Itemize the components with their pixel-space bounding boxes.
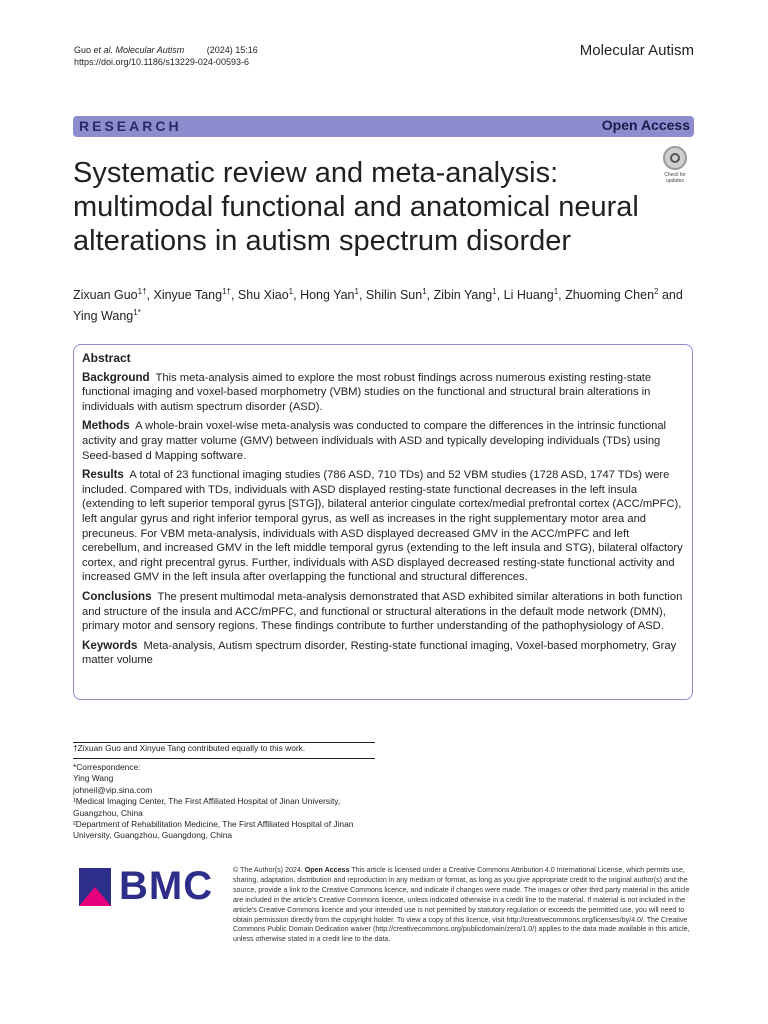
journal-name: Molecular Autism (579, 42, 694, 59)
citation-authors: Guo (74, 45, 92, 55)
article-title: Systematic review and meta-analysis: multimodal functional and anatomical neural alterations in autism spectrum disorder (73, 157, 639, 257)
author-affiliation-mark: 1 (354, 287, 359, 296)
equal-contribution-note: †Zixuan Guo and Xinyue Tang contributed equally to this work. (73, 743, 306, 753)
abstract-section-background (82, 371, 683, 415)
author-name: Zixuan Guo (73, 288, 138, 303)
abstract-section-results (82, 468, 683, 585)
open-access-label: Open Access (601, 117, 690, 133)
citation-journal: et al. Molecular Autism (93, 45, 185, 55)
article-type-bar (73, 116, 694, 137)
author-name: Zibin Yang (433, 288, 493, 303)
author-affiliation-mark: 1 (422, 287, 427, 296)
abstract-section-text: Meta-analysis, Autism spectrum disorder, Resting-state functional imaging, Voxel-based morphometry, Gray matter volume (82, 639, 677, 667)
affiliation-1: ¹Medical Imaging Center, The First Affiliated Hospital of Jinan University, Guangzhou, China (73, 796, 341, 818)
footnote-divider (73, 758, 375, 759)
abstract-section-keywords (82, 639, 683, 668)
citation-line (74, 44, 258, 56)
license-body: This article is licensed under a Creative Commons Attribution 4.0 International License, which permits use, sharing, adaptation, distribution and reproduction in any medium or format, as long as you give appropriate credit to the original author(s) and the source, provide a link to the Creative Commons licence, and indicate if changes were made. The images or other third party material in this article are included in the article's Creative Commons licence, unless indicated otherwise in a credit line to the material. If material is not included in the article's Creative Commons licence and your intended use is not permitted by statutory regulation or exceeds the permitted use, you will need to obtain permission directly from the copyright holder. To view a copy of this licence, visit http://creativecommons.org/licenses/by/4.0/. The Creative Commons Public Domain Dedication waiver (http://creativecommons.org/publicdomain/zero/1.0/) applies to the data made available in this article, unless otherwise stated in a credit line to the data. (233, 866, 690, 944)
author-affiliation-mark: 1† (222, 287, 231, 296)
author-joiner: and (661, 288, 683, 303)
author-affiliation-mark: 1 (492, 287, 497, 296)
affiliation-2: ²Department of Rehabilitation Medicine, The First Affiliated Hospital of Jinan University, Guangzhou, Guangdong, China (73, 819, 354, 841)
abstract-section-label: Background (82, 370, 150, 384)
author-affiliation-mark: 1 (288, 287, 294, 296)
crossmark-icon (663, 146, 687, 170)
author-name: Xinyue Tang (153, 288, 223, 303)
bmc-logo (73, 866, 217, 910)
abstract-section-text: A total of 23 functional imaging studies (786 ASD, 710 TDs) and 52 VBM studies (1728 ASD, 1747 TDs) were included. Compared with TDs, individuals with ASD displayed resting-state functional decreases in the left insula (extending to left superior temporal gyrus [STG]), bilateral anterior cingulate cortex/medial prefrontal cortex (ACC/mPFC), left angular gyrus and right inferior temporal gyrus, as well as increases in the right supplementary motor area and precuneus. For VBM meta-analysis, individuals with ASD displayed decreased GMV in the ACC/mPFC and left cerebellum, and increased GMV in the left middle temporal gyrus (extending to the left insula and STG), bilateral olfactory cortex, and right precentral gyrus. Further, individuals with ASD displayed decreased resting-state functional activity and increased GMV in the left insula after overlapping the functional and structural differences. (82, 469, 683, 584)
abstract-sections (82, 371, 683, 668)
author-affiliation-mark: 1 (553, 287, 559, 296)
abstract-section-label: Results (82, 468, 124, 482)
abstract-section-conclusions (82, 590, 683, 634)
correspondence-block (73, 762, 363, 842)
check-for-updates-badge[interactable] (656, 146, 694, 186)
author-name: Zhuoming Chen (565, 288, 655, 303)
abstract-section-label: Keywords (82, 638, 138, 652)
author-affiliation-mark: 1† (137, 287, 147, 296)
abstract-section-text: A whole-brain voxel-wise meta-analysis was conducted to compare the differences in the intrinsic functional activity and gray matter volume (GMV) between individuals with ASD and typically developing individuals (TDs) using Seed-based d Mapping software. (82, 420, 667, 462)
correspondence-label: *Correspondence: (73, 762, 141, 772)
author-name: Ying Wang (73, 309, 134, 324)
author-name: Hong Yan (300, 288, 355, 303)
correspondence-name: Ying Wang (73, 773, 114, 784)
abstract-section-text: The present multimodal meta-analysis demonstrated that ASD exhibited similar alterations in both function and structure of the insula and ACC/mPFC, and functional or structural alterations in the default mode network (DMN), primary motor and sensory regions. These findings contribute to further understanding of the pathophysiology of ASD. (82, 590, 683, 633)
author-name: Shilin Sun (365, 288, 423, 303)
badge-line2: updates (666, 178, 684, 184)
bmc-logo-text: BMC (119, 864, 214, 908)
abstract-section-methods (82, 419, 683, 463)
author-list: Zixuan Guo$^{1\dagger}$, Xinyue Tang$^{1\dagger}$, Shu Xiao$^1$, Hong Yan$^1$, Shilin Sun$^1$, Zibin Yang$^1$, Li Huang$^1$, Zhuoming Chen$^2$ and Ying Wang$^{1*}$ (73, 287, 683, 324)
running-header (74, 44, 258, 68)
citation-year: (2024) 15:16 (206, 45, 258, 55)
abstract-box (73, 344, 693, 700)
license-lead: © The Author(s) 2024. (233, 866, 303, 874)
author-affiliation-mark: 1* (133, 308, 141, 318)
abstract-section-label: Methods (82, 419, 130, 433)
license-open-access: Open Access (304, 866, 350, 874)
article-type-label: RESEARCH (79, 118, 182, 134)
abstract-section-label: Conclusions (82, 589, 152, 603)
doi-link[interactable]: https://doi.org/10.1186/s13229-024-00593-6 (74, 57, 249, 67)
author-name: Li Huang (503, 288, 554, 303)
license-text (233, 866, 695, 945)
abstract-section-text: This meta-analysis aimed to explore the most robust findings across numerous existing resting-state functional imaging and voxel-based morphometry (VBM) studies on the functional and structural brain alterations in individuals with autism spectrum disorder (ASD). (82, 371, 652, 413)
author-affiliation-mark: 2 (654, 287, 659, 296)
correspondence-email[interactable]: johneil@vip.sina.com (73, 784, 153, 795)
author-name: Shu Xiao (237, 288, 289, 303)
badge-line1: Check for (664, 172, 686, 178)
abstract-heading: Abstract (82, 351, 131, 365)
